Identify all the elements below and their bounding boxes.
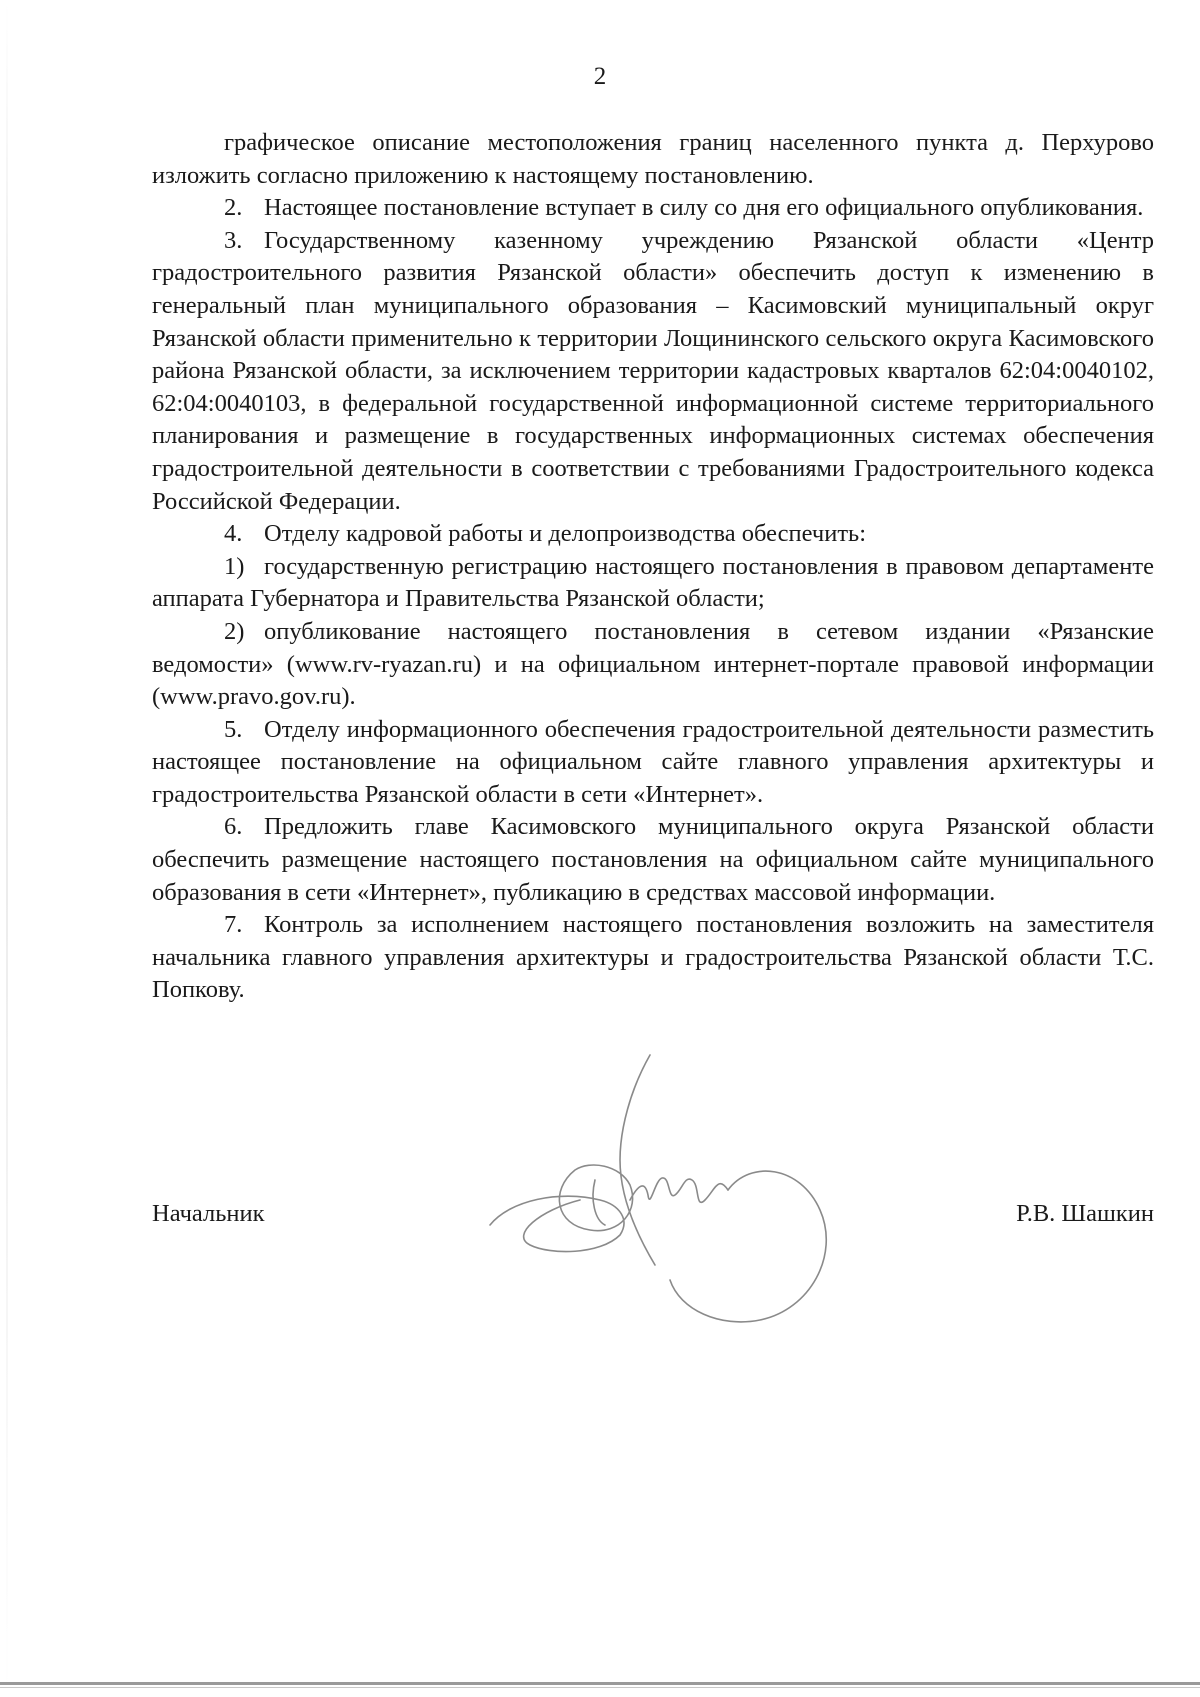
signatory-name: Р.В. Шашкин: [1016, 1200, 1154, 1227]
paragraph-item-5: [152, 714, 1154, 812]
paragraph-text: Отделу информационного обеспечения градостроительной деятельности разместить настоящее постановление на официальном сайте главного управления архитектуры и градостроительства Рязанской области в сети «Интернет».: [152, 715, 1154, 808]
paragraph-text: опубликование настоящего постановления в сетевом издании «Рязанские ведомости» (www.rv-ryazan.ru) и на официальном интернет-портале правовой информации (www.pravo.gov.ru).: [152, 617, 1154, 711]
paragraph-item-6: [152, 811, 1154, 909]
paragraph-number: 3.: [224, 226, 243, 254]
paragraph-number: 5.: [224, 715, 243, 743]
page-number: 2: [593, 63, 607, 90]
paragraph-number: 4.: [224, 520, 243, 548]
paragraph-continuation: [152, 127, 1154, 192]
paragraph-number: 7.: [224, 911, 243, 939]
paragraph-number: 1): [224, 552, 245, 580]
paragraph-item-4: [152, 518, 1154, 551]
paragraph-text: Контроль за исполнением настоящего постановления возложить на заместителя начальника главного управления архитектуры и градостроительства Рязанской области Т.С. Попкову.: [152, 911, 1154, 1004]
paragraph-number: 2): [224, 617, 245, 645]
paragraph-subitem-2: [152, 616, 1154, 714]
document-body: [152, 127, 1154, 1007]
paragraph-text: Предложить главе Касимовского муниципального округа Рязанской области обеспечить размещение настоящего постановления на официальном сайте муниципального образования в сети «Интернет», публикацию в средствах массовой информации.: [152, 813, 1154, 906]
paragraph-text: графическое описание местоположения границ населенного пункта д. Перхурово изложить согласно приложению к настоящему постановлению.: [152, 129, 1154, 189]
scan-bottom-edge-shadow: [0, 1687, 1200, 1688]
paragraph-item-7: [152, 909, 1154, 1007]
paragraph-item-3: [152, 225, 1154, 518]
paragraph-item-2: [152, 192, 1154, 225]
signature-block: [152, 1198, 1154, 1238]
paragraph-text: Настоящее постановление вступает в силу со дня его официального опубликования.: [264, 194, 1144, 222]
scan-bottom-edge: [0, 1682, 1200, 1685]
paragraph-subitem-1: [152, 551, 1154, 616]
paragraph-text: Отделу кадровой работы и делопроизводства обеспечить:: [264, 520, 867, 548]
paragraph-text: государственную регистрацию настоящего постановления в правовом департаменте аппарата Губернатора и Правительства Рязанской области;: [152, 552, 1154, 613]
paragraph-number: 2.: [224, 194, 243, 222]
scan-left-edge: [6, 0, 8, 1697]
paragraph-number: 6.: [224, 813, 243, 841]
paragraph-text: Государственному казенному учреждению Рязанской области «Центр градостроительного развития Рязанской области» обеспечить доступ к изменению в генеральный план муниципального образования – Касимовский муниципальный округ Рязанской области применительно к территории Лощининского сельского округа Касимовского района Рязанской области, за исключением территории кадастровых кварталов 62:04:0040102, 62:04:0040103, в федеральной государственной информационной системе территориального планирования и размещение в государственных информационных системах обеспечения градостроительной деятельности в соответствии с требованиями Градостроительного кодекса Российской Федерации.: [152, 226, 1154, 515]
signatory-position: Начальник: [152, 1200, 265, 1227]
